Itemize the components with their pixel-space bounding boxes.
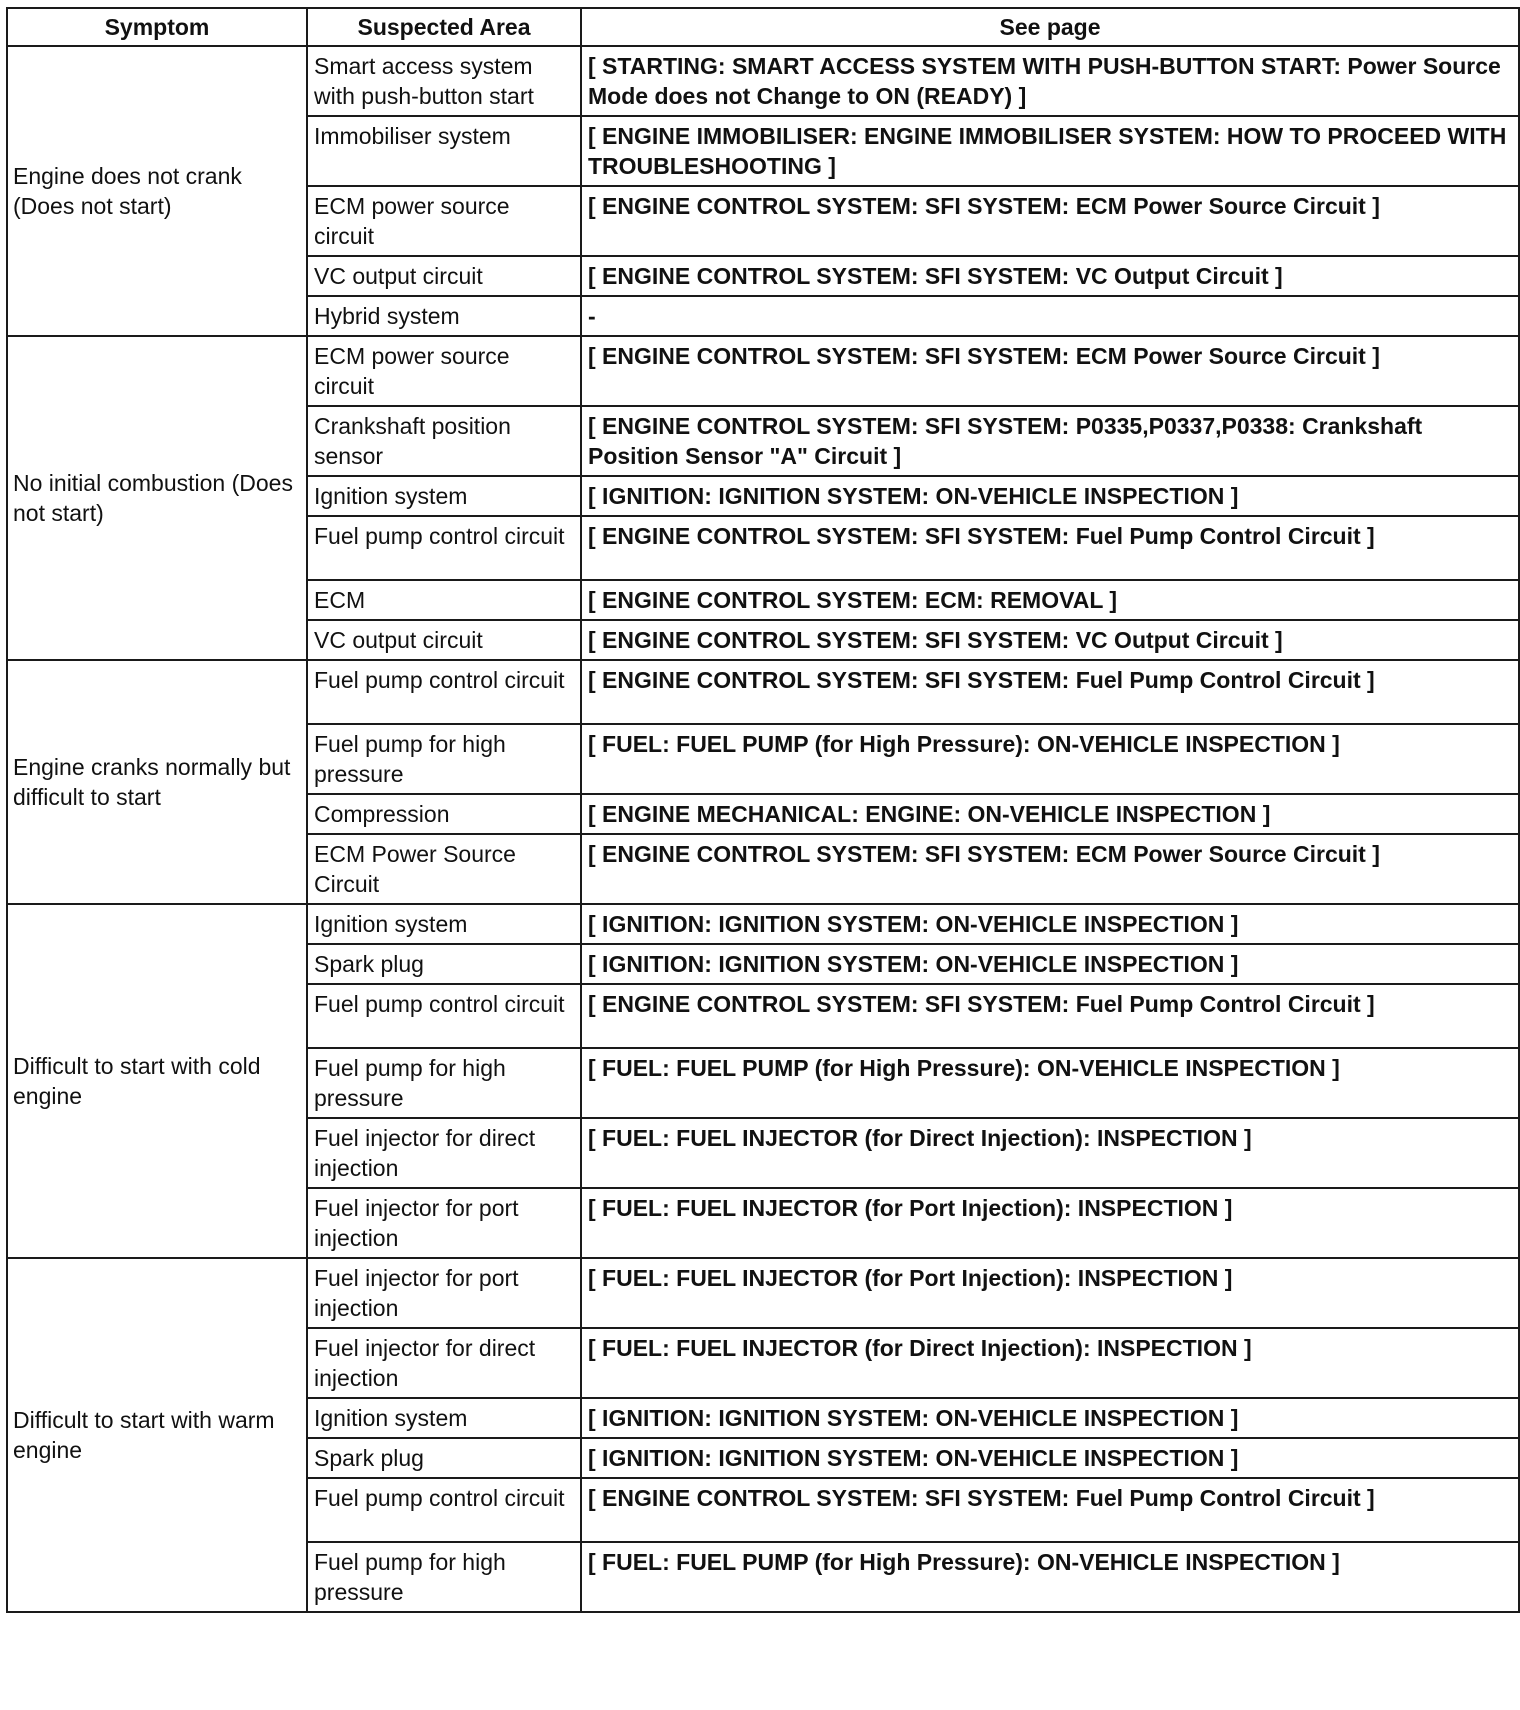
suspected-area-cell: VC output circuit (307, 620, 581, 660)
symptom-cell: No initial combustion (Does not start) (7, 336, 307, 660)
suspected-area-cell: Fuel injector for port injection (307, 1258, 581, 1328)
suspected-area-cell: Crankshaft position sensor (307, 406, 581, 476)
suspected-area-cell: ECM (307, 580, 581, 620)
table-row (7, 904, 1519, 944)
see-page-reference: [ STARTING: SMART ACCESS SYSTEM WITH PUSH-BUTTON START: Power Source Mode does not Change to ON (READY) ] (581, 46, 1519, 116)
symptom-cell: Difficult to start with warm engine (7, 1258, 307, 1612)
see-page-reference: [ FUEL: FUEL PUMP (for High Pressure): ON-VEHICLE INSPECTION ] (581, 724, 1519, 794)
suspected-area-cell: Ignition system (307, 904, 581, 944)
see-page-reference: [ ENGINE CONTROL SYSTEM: ECM: REMOVAL ] (581, 580, 1519, 620)
suspected-area-cell: ECM power source circuit (307, 336, 581, 406)
suspected-area-cell: Spark plug (307, 1438, 581, 1478)
suspected-area-cell: Ignition system (307, 1398, 581, 1438)
header-symptom: Symptom (7, 8, 307, 46)
suspected-area-cell: Fuel pump for high pressure (307, 724, 581, 794)
suspected-area-cell: Fuel pump control circuit (307, 1478, 581, 1542)
see-page-reference: [ ENGINE CONTROL SYSTEM: SFI SYSTEM: Fuel Pump Control Circuit ] (581, 1478, 1519, 1542)
suspected-area-cell: Fuel pump control circuit (307, 660, 581, 724)
see-page-reference: [ IGNITION: IGNITION SYSTEM: ON-VEHICLE INSPECTION ] (581, 476, 1519, 516)
see-page-reference: [ FUEL: FUEL PUMP (for High Pressure): ON-VEHICLE INSPECTION ] (581, 1048, 1519, 1118)
suspected-area-cell: Ignition system (307, 476, 581, 516)
see-page-reference: [ ENGINE IMMOBILISER: ENGINE IMMOBILISER SYSTEM: HOW TO PROCEED WITH TROUBLESHOOTING ] (581, 116, 1519, 186)
symptom-cell: Engine does not crank (Does not start) (7, 46, 307, 336)
see-page-reference: - (581, 296, 1519, 336)
see-page-reference: [ FUEL: FUEL INJECTOR (for Port Injection): INSPECTION ] (581, 1258, 1519, 1328)
suspected-area-cell: Fuel injector for port injection (307, 1188, 581, 1258)
table-body (7, 46, 1519, 1612)
see-page-reference: [ IGNITION: IGNITION SYSTEM: ON-VEHICLE INSPECTION ] (581, 944, 1519, 984)
see-page-reference: [ ENGINE MECHANICAL: ENGINE: ON-VEHICLE INSPECTION ] (581, 794, 1519, 834)
see-page-reference: [ ENGINE CONTROL SYSTEM: SFI SYSTEM: P0335,P0337,P0338: Crankshaft Position Sensor "A" Circuit ] (581, 406, 1519, 476)
see-page-reference: [ FUEL: FUEL INJECTOR (for Direct Injection): INSPECTION ] (581, 1118, 1519, 1188)
see-page-reference: [ IGNITION: IGNITION SYSTEM: ON-VEHICLE INSPECTION ] (581, 904, 1519, 944)
see-page-reference: [ ENGINE CONTROL SYSTEM: SFI SYSTEM: VC Output Circuit ] (581, 620, 1519, 660)
suspected-area-cell: Fuel injector for direct injection (307, 1118, 581, 1188)
suspected-area-cell: VC output circuit (307, 256, 581, 296)
suspected-area-cell: Fuel pump for high pressure (307, 1542, 581, 1612)
see-page-reference: [ ENGINE CONTROL SYSTEM: SFI SYSTEM: Fuel Pump Control Circuit ] (581, 660, 1519, 724)
suspected-area-cell: Fuel pump control circuit (307, 516, 581, 580)
table-header (7, 8, 1519, 46)
troubleshooting-table (6, 7, 1520, 1613)
suspected-area-cell: Fuel pump control circuit (307, 984, 581, 1048)
suspected-area-cell: ECM Power Source Circuit (307, 834, 581, 904)
see-page-reference: [ ENGINE CONTROL SYSTEM: SFI SYSTEM: Fuel Pump Control Circuit ] (581, 516, 1519, 580)
see-page-reference: [ FUEL: FUEL INJECTOR (for Port Injection): INSPECTION ] (581, 1188, 1519, 1258)
see-page-reference: [ ENGINE CONTROL SYSTEM: SFI SYSTEM: VC Output Circuit ] (581, 256, 1519, 296)
table-row (7, 336, 1519, 406)
symptom-cell: Difficult to start with cold engine (7, 904, 307, 1258)
see-page-reference: [ IGNITION: IGNITION SYSTEM: ON-VEHICLE INSPECTION ] (581, 1398, 1519, 1438)
table-row (7, 46, 1519, 116)
table-row (7, 1258, 1519, 1328)
see-page-reference: [ ENGINE CONTROL SYSTEM: SFI SYSTEM: ECM Power Source Circuit ] (581, 834, 1519, 904)
see-page-reference: [ ENGINE CONTROL SYSTEM: SFI SYSTEM: ECM Power Source Circuit ] (581, 336, 1519, 406)
suspected-area-cell: Hybrid system (307, 296, 581, 336)
suspected-area-cell: Smart access system with push-button start (307, 46, 581, 116)
suspected-area-cell: Compression (307, 794, 581, 834)
suspected-area-cell: Spark plug (307, 944, 581, 984)
header-suspected-area: Suspected Area (307, 8, 581, 46)
see-page-reference: [ ENGINE CONTROL SYSTEM: SFI SYSTEM: ECM Power Source Circuit ] (581, 186, 1519, 256)
see-page-reference: [ FUEL: FUEL INJECTOR (for Direct Injection): INSPECTION ] (581, 1328, 1519, 1398)
suspected-area-cell: Immobiliser system (307, 116, 581, 186)
see-page-reference: [ ENGINE CONTROL SYSTEM: SFI SYSTEM: Fuel Pump Control Circuit ] (581, 984, 1519, 1048)
suspected-area-cell: Fuel pump for high pressure (307, 1048, 581, 1118)
see-page-reference: [ IGNITION: IGNITION SYSTEM: ON-VEHICLE INSPECTION ] (581, 1438, 1519, 1478)
suspected-area-cell: ECM power source circuit (307, 186, 581, 256)
symptom-cell: Engine cranks normally but difficult to start (7, 660, 307, 904)
header-see-page: See page (581, 8, 1519, 46)
suspected-area-cell: Fuel injector for direct injection (307, 1328, 581, 1398)
header-row (7, 8, 1519, 46)
table-row (7, 660, 1519, 724)
see-page-reference: [ FUEL: FUEL PUMP (for High Pressure): ON-VEHICLE INSPECTION ] (581, 1542, 1519, 1612)
